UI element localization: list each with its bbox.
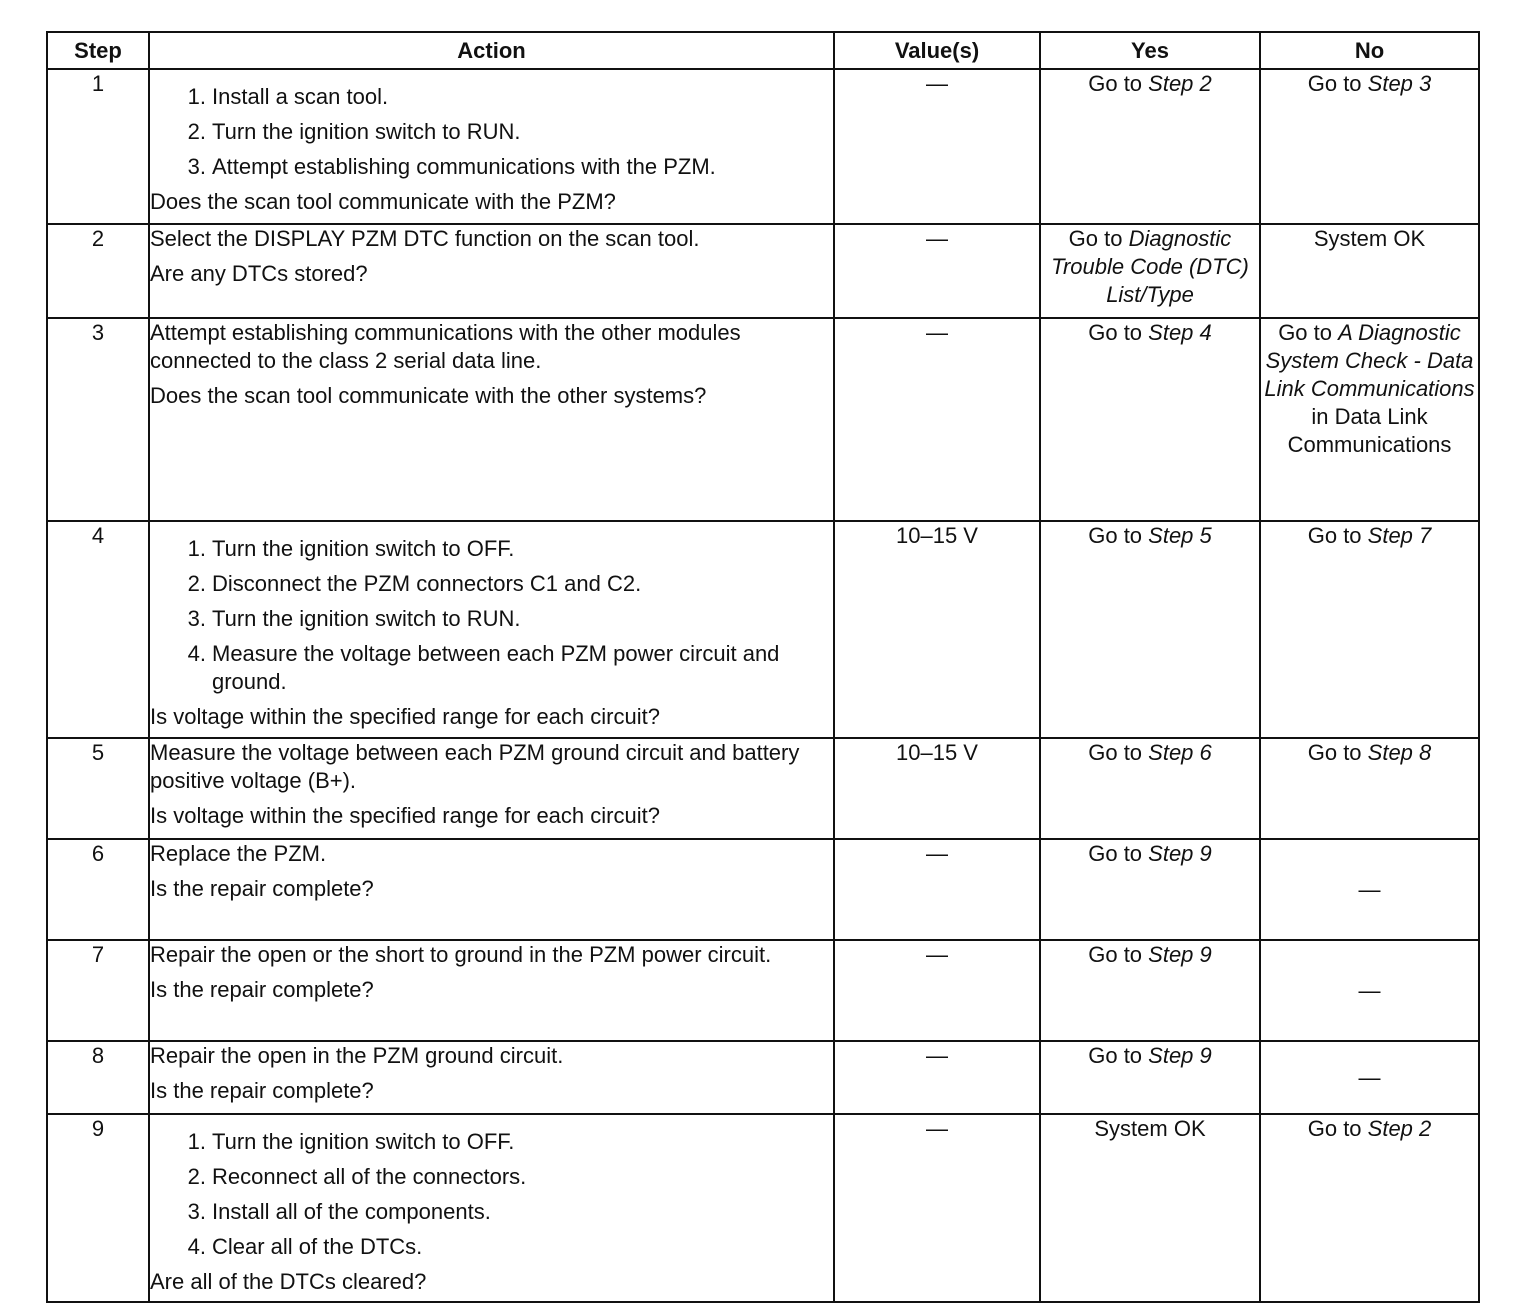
table-body — [47, 69, 1479, 1302]
substep-text: Clear all of the DTCs. — [212, 1234, 423, 1259]
no-outcome — [1308, 740, 1432, 765]
no-ref: Step 3 — [1367, 71, 1432, 96]
yes-prefix: Go to — [1088, 523, 1149, 548]
action-substep — [150, 1128, 833, 1156]
yes-prefix: Go to — [1088, 740, 1149, 765]
yes-outcome — [1088, 71, 1212, 96]
action-text: Repair the open in the PZM ground circuit. — [150, 1043, 564, 1068]
step-number: 9 — [47, 1114, 149, 1302]
action-question: Are all of the DTCs cleared? — [150, 1269, 427, 1294]
no-text: — — [1358, 1064, 1381, 1090]
no-prefix: Go to — [1307, 1116, 1368, 1141]
action-substep — [150, 83, 833, 111]
yes-prefix: Go to — [1088, 320, 1149, 345]
header-values: Value(s) — [834, 32, 1040, 69]
no-prefix: Go to — [1278, 320, 1339, 345]
no-text: — — [1358, 876, 1381, 902]
substep-text: Reconnect all of the connectors. — [212, 1164, 527, 1189]
no-outcome — [1308, 71, 1432, 96]
yes-cell — [1040, 318, 1260, 521]
no-cell — [1260, 940, 1479, 1041]
yes-cell — [1040, 69, 1260, 224]
yes-cell — [1040, 521, 1260, 738]
table-row — [47, 318, 1479, 521]
action-substep — [150, 1198, 833, 1226]
action-cell — [149, 69, 834, 224]
no-cell — [1260, 318, 1479, 521]
action-substep — [150, 640, 833, 696]
action-cell — [149, 839, 834, 940]
yes-outcome — [1088, 841, 1212, 866]
yes-outcome — [1088, 320, 1212, 345]
table-row — [47, 839, 1479, 940]
action-question: Is the repair complete? — [150, 876, 374, 901]
yes-cell — [1040, 1114, 1260, 1302]
substep-text: Measure the voltage between each PZM power circuit and ground. — [212, 641, 780, 694]
header-no: No — [1260, 32, 1479, 69]
table-row — [47, 940, 1479, 1041]
action-text: Select the DISPLAY PZM DTC function on the scan tool. — [150, 226, 700, 251]
yes-ref: Diagnostic Trouble Code (DTC) List/Type — [1051, 226, 1249, 307]
substep-number: 3. — [187, 606, 206, 631]
action-cell — [149, 1041, 834, 1114]
substep-number: 3. — [187, 154, 206, 179]
yes-cell — [1040, 940, 1260, 1041]
no-cell — [1260, 224, 1479, 318]
no-outcome — [1308, 523, 1432, 548]
substep-text: Attempt establishing communications with the PZM. — [212, 154, 716, 179]
step-number: 6 — [47, 839, 149, 940]
no-prefix: Go to — [1307, 71, 1368, 96]
action-cell — [149, 940, 834, 1041]
yes-ref: Step 4 — [1148, 320, 1212, 345]
yes-ref: Step 2 — [1148, 71, 1212, 96]
yes-cell — [1040, 839, 1260, 940]
no-ref: A Diagnostic System Check - Data Link Communications — [1264, 320, 1475, 401]
yes-outcome — [1088, 523, 1212, 548]
yes-cell — [1040, 738, 1260, 839]
action-question: Is voltage within the specified range for each circuit? — [150, 704, 660, 729]
value-cell: — — [834, 1114, 1040, 1302]
no-prefix: Go to — [1307, 740, 1368, 765]
step-number: 1 — [47, 69, 149, 224]
substep-number: 2. — [187, 571, 206, 596]
yes-prefix: Go to — [1088, 841, 1149, 866]
substep-number: 2. — [187, 1164, 206, 1189]
header-action: Action — [149, 32, 834, 69]
value-cell: 10–15 V — [834, 521, 1040, 738]
table-row — [47, 69, 1479, 224]
step-number: 3 — [47, 318, 149, 521]
header-yes: Yes — [1040, 32, 1260, 69]
yes-prefix: Go to — [1088, 1043, 1149, 1068]
substep-number: 4. — [187, 641, 206, 666]
action-question: Is the repair complete? — [150, 977, 374, 1002]
substep-text: Turn the ignition switch to RUN. — [212, 119, 521, 144]
action-cell — [149, 318, 834, 521]
no-prefix: Go to — [1307, 523, 1368, 548]
substep-text: Turn the ignition switch to RUN. — [212, 606, 521, 631]
substep-text: Turn the ignition switch to OFF. — [212, 536, 515, 561]
substep-number: 4. — [187, 1234, 206, 1259]
no-suffix: in Data Link Communications — [1287, 404, 1452, 457]
header-row — [47, 32, 1479, 69]
substep-text: Turn the ignition switch to OFF. — [212, 1129, 515, 1154]
value-cell: — — [834, 839, 1040, 940]
no-outcome — [1264, 320, 1474, 401]
value-cell: 10–15 V — [834, 738, 1040, 839]
yes-outcome — [1088, 1043, 1212, 1068]
no-outcome — [1308, 1116, 1432, 1141]
value-cell: — — [834, 224, 1040, 318]
yes-outcome — [1051, 226, 1249, 307]
no-cell — [1260, 1114, 1479, 1302]
table-row — [47, 738, 1479, 839]
substep-number: 3. — [187, 1199, 206, 1224]
substep-text: Disconnect the PZM connectors C1 and C2. — [212, 571, 642, 596]
no-text: System OK — [1313, 226, 1426, 251]
step-number: 2 — [47, 224, 149, 318]
yes-text: System OK — [1094, 1116, 1206, 1141]
no-text: — — [1358, 977, 1381, 1003]
no-cell — [1260, 738, 1479, 839]
action-substep — [150, 605, 833, 633]
substep-number: 1. — [187, 84, 206, 109]
no-cell — [1260, 839, 1479, 940]
yes-ref: Step 6 — [1148, 740, 1212, 765]
no-cell — [1260, 521, 1479, 738]
table-row — [47, 224, 1479, 318]
action-substep — [150, 1233, 833, 1261]
action-question: Is voltage within the specified range for each circuit? — [150, 803, 660, 828]
yes-prefix: Go to — [1088, 942, 1149, 967]
action-substep — [150, 118, 833, 146]
yes-outcome — [1088, 740, 1212, 765]
table-row — [47, 521, 1479, 738]
action-question: Are any DTCs stored? — [150, 261, 368, 286]
step-number: 7 — [47, 940, 149, 1041]
no-cell — [1260, 69, 1479, 224]
yes-prefix: Go to — [1088, 71, 1149, 96]
yes-ref: Step 9 — [1148, 841, 1212, 866]
action-cell — [149, 1114, 834, 1302]
yes-ref: Step 9 — [1148, 1043, 1212, 1068]
value-cell: — — [834, 940, 1040, 1041]
table-row — [47, 1041, 1479, 1114]
yes-outcome — [1088, 942, 1212, 967]
action-substep — [150, 153, 833, 181]
action-text: Measure the voltage between each PZM ground circuit and battery positive voltage (B+). — [150, 740, 800, 793]
yes-cell — [1040, 224, 1260, 318]
action-text: Repair the open or the short to ground in the PZM power circuit. — [150, 942, 772, 967]
yes-ref: Step 9 — [1148, 942, 1212, 967]
value-cell: — — [834, 1041, 1040, 1114]
action-cell — [149, 521, 834, 738]
substep-text: Install all of the components. — [212, 1199, 491, 1224]
yes-prefix: Go to — [1068, 226, 1129, 251]
action-substep — [150, 1163, 833, 1191]
value-cell: — — [834, 318, 1040, 521]
diagnostic-table — [46, 31, 1480, 1303]
action-text: Attempt establishing communications with the other modules connected to the class 2 serial data line. — [150, 320, 741, 373]
header-step: Step — [47, 32, 149, 69]
no-ref: Step 7 — [1367, 523, 1432, 548]
substep-text: Install a scan tool. — [212, 84, 389, 109]
action-cell — [149, 224, 834, 318]
substep-number: 2. — [187, 119, 206, 144]
no-ref: Step 2 — [1367, 1116, 1432, 1141]
action-cell — [149, 738, 834, 839]
action-question: Does the scan tool communicate with the other systems? — [150, 383, 707, 408]
step-number: 5 — [47, 738, 149, 839]
value-cell: — — [834, 69, 1040, 224]
step-number: 4 — [47, 521, 149, 738]
yes-cell — [1040, 1041, 1260, 1114]
substep-number: 1. — [187, 1129, 206, 1154]
action-substep — [150, 535, 833, 563]
step-number: 8 — [47, 1041, 149, 1114]
action-substep — [150, 570, 833, 598]
no-ref: Step 8 — [1367, 740, 1432, 765]
action-question: Does the scan tool communicate with the PZM? — [150, 189, 616, 214]
action-question: Is the repair complete? — [150, 1078, 374, 1103]
yes-ref: Step 5 — [1148, 523, 1212, 548]
table-row — [47, 1114, 1479, 1302]
action-text: Replace the PZM. — [150, 841, 327, 866]
substep-number: 1. — [187, 536, 206, 561]
no-cell — [1260, 1041, 1479, 1114]
